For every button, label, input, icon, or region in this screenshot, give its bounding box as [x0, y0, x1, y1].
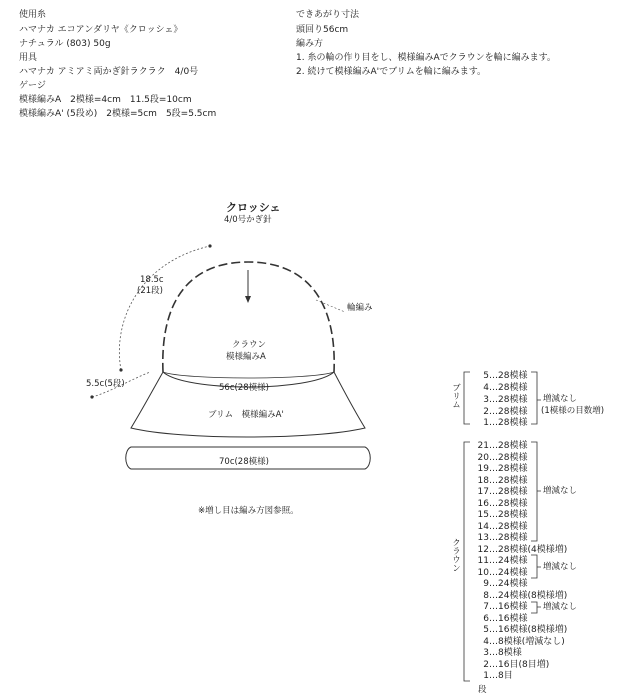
- crown-row: 19…28模様: [477, 464, 528, 474]
- crown-section-label: クラウン: [450, 538, 461, 572]
- crown-row: 3…8模様: [483, 648, 522, 658]
- crown-group-note: 増減なし: [543, 602, 578, 612]
- brim-row: 1…28模様: [483, 418, 528, 428]
- diagram-title: クロッシェ: [226, 201, 281, 214]
- info-line: できあがり寸法: [296, 10, 360, 20]
- crown-row: 10…24模様: [477, 567, 528, 578]
- info-line: ナチュラル (803) 50g: [19, 39, 111, 49]
- crown-row: 2…16目(8目増): [483, 659, 550, 670]
- height-label: 18.5c: [140, 275, 164, 285]
- crown-row: 6…16模様: [483, 613, 528, 624]
- dan-label: 段: [478, 685, 487, 695]
- info-line: 模様編みA' (5段め) 2模様=5cm 5段=5.5cm: [19, 109, 217, 119]
- crown-row: 20…28模様: [477, 452, 528, 463]
- brim-row: 5…28模様: [483, 371, 528, 381]
- band-label: 56c(28模様): [219, 383, 269, 393]
- note: ※増し目は編み方図参照。: [198, 506, 299, 516]
- info-line: ゲージ: [19, 81, 46, 91]
- crown-row: 5…16模様(8模様増): [483, 625, 568, 635]
- brim-height-label: 5.5c(5段): [86, 379, 125, 389]
- brim-note-detail: (1模様の目数増): [541, 406, 605, 416]
- info-line: ハマナカ エコアンダリヤ《クロッシェ》: [19, 25, 183, 35]
- bottom-width-label: 70c(28模様): [219, 457, 269, 467]
- brim-note: 増減なし: [543, 394, 578, 404]
- info-line: 1. 糸の輪の作り目をし、模様編みAでクラウンを輪に編みます。: [296, 53, 556, 63]
- crown-group-note: 増減なし: [543, 562, 578, 572]
- brim-row: 4…28模様: [483, 383, 528, 393]
- crown-row: 8…24模様(8模様増): [483, 590, 568, 601]
- crown-label: クラウン: [232, 340, 267, 350]
- height-rows-label: (21段): [137, 286, 163, 296]
- crown-row: 11…24模様: [477, 556, 528, 566]
- info-line: 使用糸: [19, 10, 47, 20]
- crown-row: 12…28模様(4模様増): [477, 544, 568, 555]
- crown-row: 21…28模様: [477, 441, 528, 451]
- crown-row: 9…24模様: [483, 579, 528, 589]
- brim-section-label: ブリム: [450, 383, 461, 409]
- info-line: 用具: [19, 53, 38, 63]
- brim-row: 3…28模様: [483, 395, 528, 405]
- ring-leader: [316, 300, 345, 312]
- info-line: 頭回り56cm: [296, 25, 349, 35]
- brim-row: 2…28模様: [483, 407, 528, 417]
- crown-row: 1…8目: [483, 671, 513, 681]
- crown-row: 14…28模様: [477, 521, 528, 532]
- crown-group-note: 増減なし: [543, 486, 578, 496]
- info-line: 編み方: [296, 39, 324, 49]
- info-line: ハマナカ アミアミ両かぎ針ラクラク 4/0号: [19, 67, 199, 77]
- crown-row: 15…28模様: [477, 510, 528, 520]
- crown-row: 18…28模様: [477, 475, 528, 486]
- crown-row: 17…28模様: [477, 487, 528, 497]
- crown-row: 4…8模様(増減なし): [483, 636, 565, 647]
- diagram-subtitle: 4/0号かぎ針: [224, 215, 272, 225]
- brim-label: ブリム 模様編みA': [208, 410, 284, 420]
- crown-row: 13…28模様: [477, 533, 528, 543]
- info-line: 模様編みA 2模様=4cm 11.5段=10cm: [19, 95, 192, 105]
- brim-outline: [131, 372, 365, 437]
- ring-label: 輪編み: [347, 303, 373, 313]
- crown-row: 16…28模様: [477, 498, 528, 509]
- crown-pattern-label: 模様編みA: [226, 352, 266, 362]
- height-dimension: [119, 246, 210, 370]
- crown-row: 7…16模様: [483, 602, 528, 612]
- info-line: 2. 続けて模様編みA'でブリムを輪に編みます。: [296, 67, 486, 77]
- brim-bracket: [531, 372, 541, 424]
